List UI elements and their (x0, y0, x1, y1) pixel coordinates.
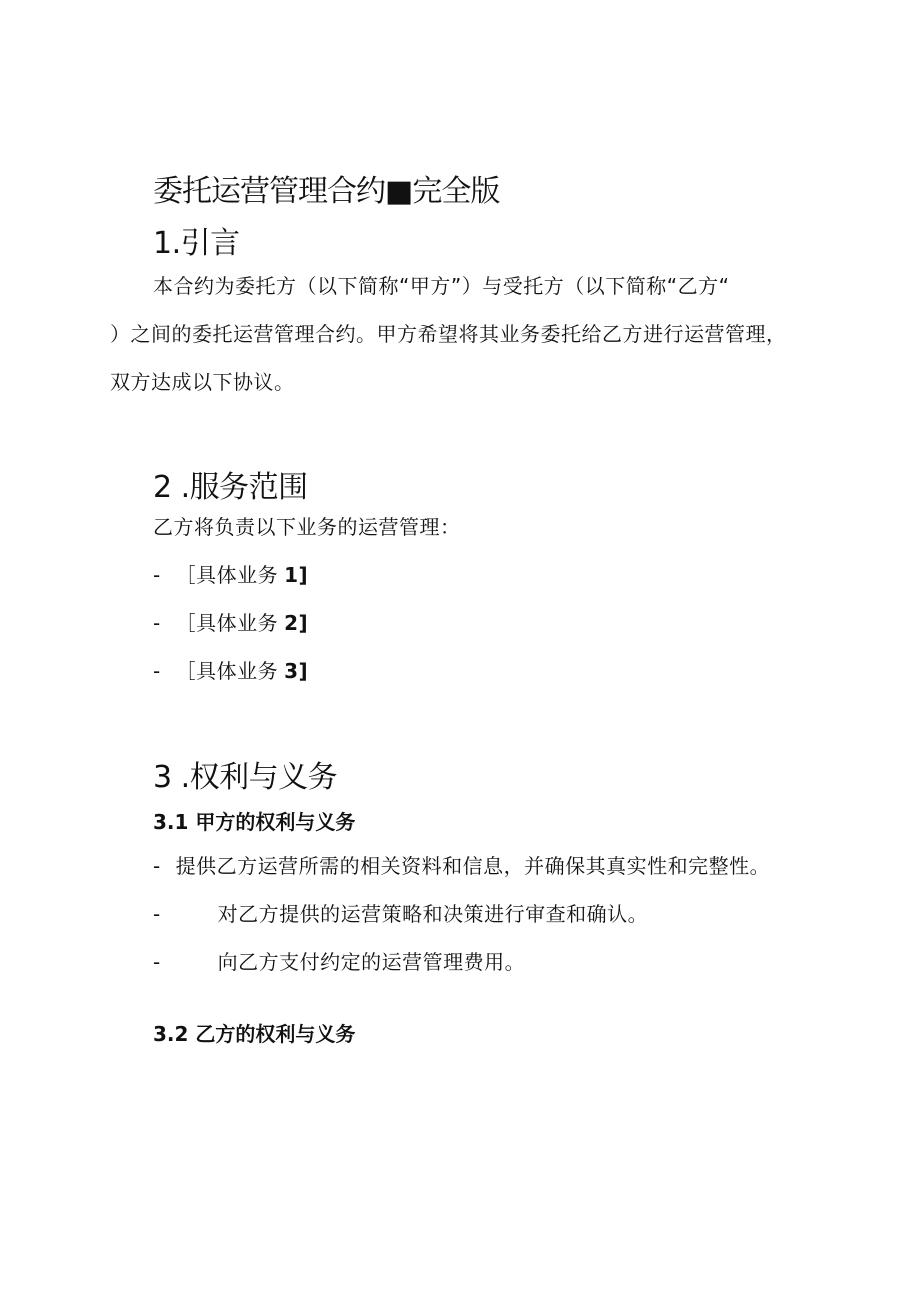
intro-line-1: 本合约为委托方（以下简称“甲方”）与受托方（以下简称“乙方“ (153, 274, 730, 298)
list-item-number: 3] (284, 659, 309, 683)
list-item (153, 948, 525, 976)
list-item-number: 1] (284, 563, 309, 587)
list-item (153, 657, 308, 685)
list-item-number: 2] (284, 611, 309, 635)
list-dash: - (153, 659, 161, 683)
intro-line-2: ）之间的委托运营管理合约。甲方希望将其业务委托给乙方进行运营管理， (110, 322, 787, 346)
list-item-text: 对乙方提供的运营策略和决策进行审查和确认。 (217, 902, 649, 926)
list-item (153, 609, 308, 637)
subsection-3-2-heading: 3.2 乙方的权利与义务 (153, 1022, 356, 1046)
rights-heading: 3 .权利与义务 (153, 760, 338, 795)
intro-heading: 1.引言 (153, 226, 240, 261)
scope-heading: 2 .服务范围 (153, 470, 308, 505)
list-dash: - (153, 854, 161, 878)
list-item-text: 提供乙方运营所需的相关资料和信息，并确保其真实性和完整性。 (175, 854, 771, 878)
list-dash: - (153, 902, 161, 926)
document-title: 委托运营管理合约■完全版 (153, 174, 500, 209)
list-dash: - (153, 611, 161, 635)
list-item (153, 561, 308, 589)
list-item-text: ［具体业务 (175, 611, 279, 635)
intro-line-3: 双方达成以下协议。 (110, 370, 295, 394)
list-item (153, 900, 648, 928)
list-item-text: ［具体业务 (175, 563, 279, 587)
scope-intro: 乙方将负责以下业务的运营管理： (153, 515, 461, 539)
subsection-3-1-heading: 3.1 甲方的权利与义务 (153, 810, 356, 834)
list-item-text: ［具体业务 (175, 659, 279, 683)
list-dash: - (153, 950, 161, 974)
list-item (153, 852, 770, 880)
list-dash: - (153, 563, 161, 587)
list-item-text: 向乙方支付约定的运营管理费用。 (217, 950, 526, 974)
